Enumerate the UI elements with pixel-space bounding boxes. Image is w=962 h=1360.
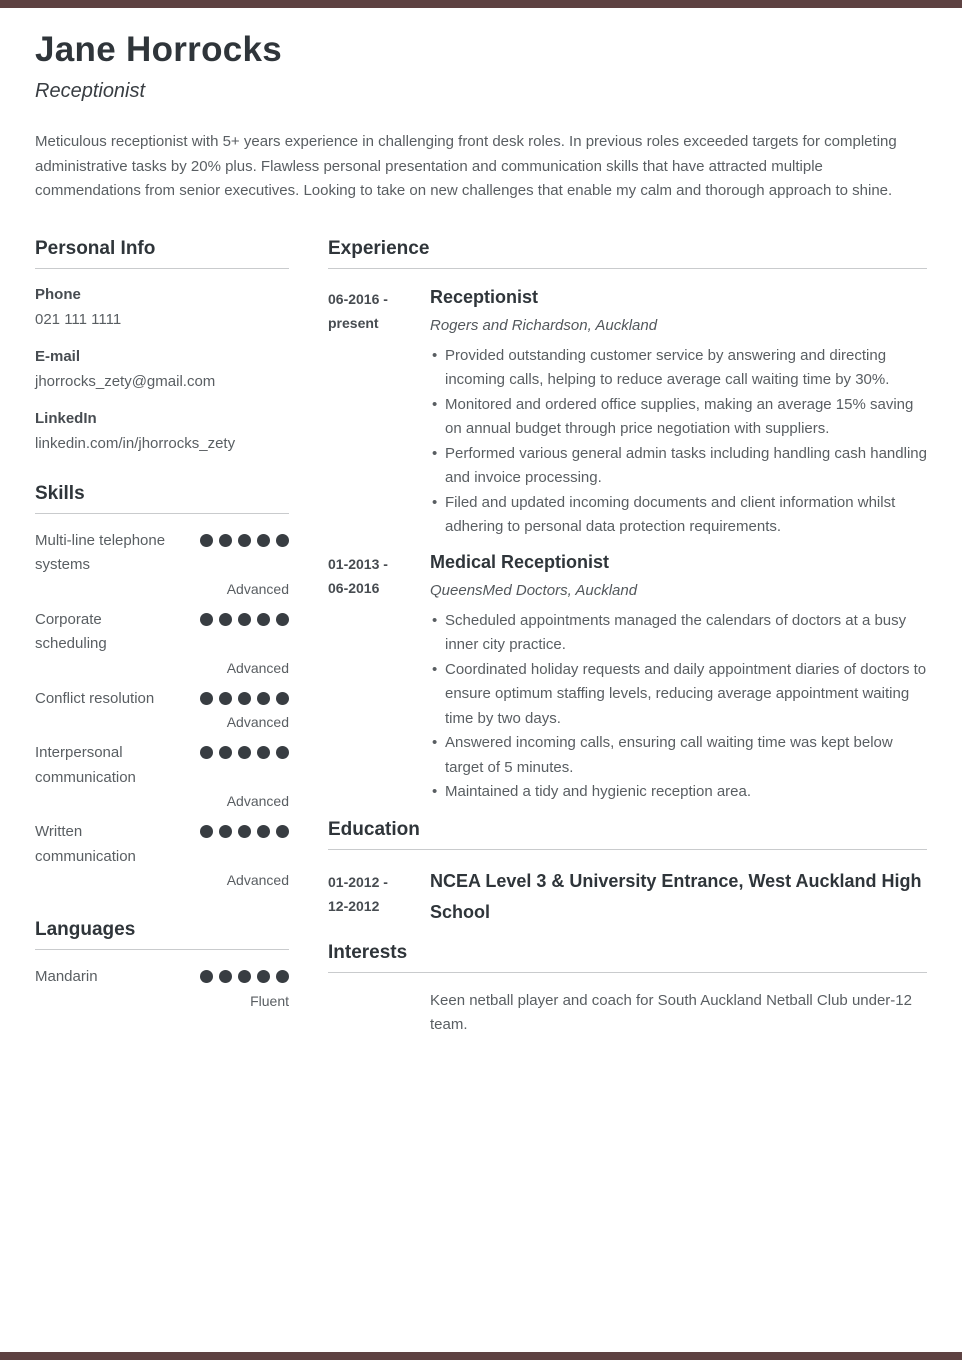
- rating-dot: [200, 692, 213, 705]
- languages-section: [35, 919, 289, 1012]
- skill-level: Advanced: [226, 580, 289, 597]
- job-company: Rogers and Richardson, Auckland: [430, 317, 658, 334]
- job-body: [430, 550, 927, 805]
- rating-dot: [257, 970, 270, 983]
- job-entry: [328, 550, 927, 805]
- rating-dot: [257, 534, 270, 547]
- job-bullet: • Filed and updated incoming documents and client information whilst adhering to personal data protection requirements.: [430, 491, 927, 540]
- rating-dot: [219, 970, 232, 983]
- job-body: [430, 285, 927, 540]
- resume-header: [35, 30, 927, 204]
- rating-dot: [276, 613, 289, 626]
- rating-dot: [276, 825, 289, 838]
- skill-level: Advanced: [226, 872, 289, 888]
- education-entry: [328, 866, 927, 928]
- rating-dot: [257, 613, 270, 626]
- candidate-job-title: Receptionist: [35, 80, 146, 102]
- interests-section: [328, 942, 927, 1038]
- interests-date-spacer: [328, 989, 430, 1038]
- skill-rating-dots: [200, 820, 289, 838]
- education-date-end: 12-2012: [328, 898, 380, 914]
- personal-info-section: [35, 238, 289, 455]
- skill-rating-dots: [200, 529, 289, 547]
- rating-dot: [200, 534, 213, 547]
- experience-section: [328, 238, 927, 805]
- rating-dot: [276, 692, 289, 705]
- skill-rating-dots: [200, 687, 289, 705]
- job-bullet: • Scheduled appointments managed the calendars of doctors at a busy inner city practice.: [430, 609, 927, 658]
- accent-bar-top: [0, 0, 962, 8]
- skill-level: Advanced: [226, 793, 289, 809]
- interests-heading: Interests: [328, 942, 927, 973]
- education-date-start: 01-2012 -: [328, 873, 388, 890]
- job-bullet: • Monitored and ordered office supplies, making an average 15% saving on annual budget through price negotiation with suppliers.: [430, 393, 927, 442]
- rating-dot: [238, 825, 251, 838]
- language-name: Mandarin: [35, 968, 98, 985]
- skill-level: Advanced: [226, 714, 289, 730]
- rating-dot: [276, 970, 289, 983]
- rating-dot: [257, 746, 270, 759]
- rating-dot: [219, 746, 232, 759]
- languages-list: [35, 965, 289, 1012]
- skill-rating-dots: [200, 741, 289, 759]
- job-bullets: [430, 344, 927, 540]
- personal-info-field-phone: [35, 284, 289, 331]
- rating-dot: [200, 970, 213, 983]
- field-label: E-mail: [35, 347, 81, 365]
- resume-columns: [35, 238, 927, 1052]
- job-dates: [328, 285, 430, 540]
- education-heading: Education: [328, 819, 927, 850]
- job-date-end: 06-2016: [328, 580, 380, 596]
- linkedin-value: linkedin.com/in/jhorrocks_zety: [35, 434, 236, 452]
- skill-item: [35, 529, 289, 600]
- accent-bar-bottom: [0, 1352, 962, 1360]
- personal-info-fields: [35, 284, 289, 455]
- skill-name: Conflict resolution: [35, 689, 155, 707]
- personal-info-heading: Personal Info: [35, 238, 289, 269]
- skill-name: Interpersonal communication: [35, 744, 136, 786]
- rating-dot: [200, 613, 213, 626]
- interests-text: Keen netball player and coach for South Auckland Netball Club under-12 team.: [430, 991, 912, 1033]
- interests-row: [328, 989, 927, 1038]
- job-dates: [328, 550, 430, 805]
- experience-heading: Experience: [328, 238, 927, 269]
- job-date-start: 06-2016 -: [328, 290, 388, 307]
- skill-name: Corporate scheduling: [35, 610, 107, 652]
- summary-text: Meticulous receptionist with 5+ years experience in challenging front desk roles. In previous roles exceeded targets for completing administrative tasks by 20% plus. Flawless personal presentation and communication skills that have attracted multiple commendations from senior executives. Looking to take on new challenges that enable my calm and thorough approach to shine.: [35, 133, 897, 199]
- job-bullet: • Coordinated holiday requests and daily appointment diaries of doctors to ensure optimum staffing levels, reducing average appointment waiting time by two days.: [430, 658, 927, 732]
- skills-section: [35, 483, 289, 892]
- rating-dot: [238, 692, 251, 705]
- skills-list: [35, 529, 289, 892]
- job-bullet: • Maintained a tidy and hygienic reception area.: [430, 780, 927, 805]
- rating-dot: [238, 746, 251, 759]
- field-label: Phone: [35, 285, 81, 303]
- rating-dot: [200, 746, 213, 759]
- email-value: jhorrocks_zety@gmail.com: [35, 372, 216, 390]
- rating-dot: [276, 746, 289, 759]
- language-rating-dots: [200, 965, 289, 983]
- education-dates: [328, 866, 430, 928]
- skill-name: Written communication: [35, 823, 136, 865]
- personal-info-field-email: [35, 346, 289, 393]
- sidebar-column: [35, 238, 289, 1052]
- rating-dot: [219, 825, 232, 838]
- rating-dot: [219, 613, 232, 626]
- rating-dot: [238, 534, 251, 547]
- job-bullet: • Answered incoming calls, ensuring call waiting time was kept below target of 5 minutes.: [430, 731, 927, 780]
- job-company: QueensMed Doctors, Auckland: [430, 582, 638, 599]
- rating-dot: [257, 692, 270, 705]
- rating-dot: [238, 613, 251, 626]
- education-degree: NCEA Level 3 & University Entrance, West Auckland High School: [430, 870, 922, 922]
- skill-name: Multi-line telephone systems: [35, 531, 166, 573]
- job-bullet: • Provided outstanding customer service by answering and directing incoming calls, helping to reduce average call waiting time by 30%.: [430, 344, 927, 393]
- rating-dot: [257, 825, 270, 838]
- field-label: LinkedIn: [35, 409, 97, 427]
- education-section: [328, 819, 927, 928]
- job-bullets: [430, 609, 927, 805]
- rating-dot: [219, 534, 232, 547]
- languages-heading: Languages: [35, 919, 289, 950]
- main-column: [328, 238, 927, 1052]
- language-item: [35, 965, 289, 1012]
- rating-dot: [200, 825, 213, 838]
- rating-dot: [219, 692, 232, 705]
- language-level: Fluent: [250, 992, 289, 1009]
- skill-item: [35, 687, 289, 734]
- job-title: Medical Receptionist: [430, 551, 610, 572]
- skills-heading: Skills: [35, 483, 289, 514]
- rating-dot: [276, 534, 289, 547]
- job-date-end: present: [328, 315, 379, 331]
- personal-info-field-linkedin: [35, 408, 289, 455]
- column-gap: [289, 238, 328, 1052]
- job-date-start: 01-2013 -: [328, 555, 388, 572]
- job-title: Receptionist: [430, 286, 539, 307]
- rating-dot: [238, 970, 251, 983]
- skill-level: Advanced: [226, 659, 289, 676]
- phone-value: 021 111 1111: [35, 310, 122, 328]
- job-entry: [328, 285, 927, 540]
- skill-rating-dots: [200, 608, 289, 626]
- job-bullet: • Performed various general admin tasks including handling cash handling and invoice processing.: [430, 442, 927, 491]
- skill-item: [35, 820, 289, 891]
- skill-item: [35, 741, 289, 812]
- skill-item: [35, 608, 289, 679]
- candidate-name: Jane Horrocks: [35, 30, 283, 69]
